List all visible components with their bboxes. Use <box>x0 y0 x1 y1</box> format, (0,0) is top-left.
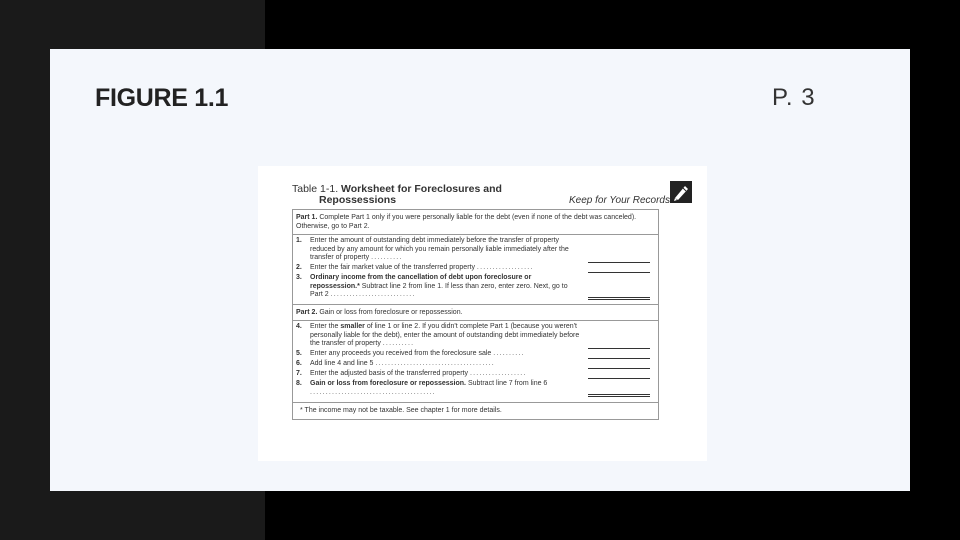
worksheet-header <box>292 184 682 208</box>
line-2 <box>296 264 654 273</box>
line-text: Ordinary income from the cancellation of debt upon foreclosure or repossession.* Subtract line 2 from line 1. If less than zero, enter zero. Next, go to Part 2 ........................... <box>310 274 568 298</box>
footnote: * The income may not be taxable. See chapter 1 for more details. <box>293 403 658 420</box>
line-number: 5. <box>296 350 302 357</box>
line-3 <box>296 274 654 300</box>
line-8 <box>296 380 654 397</box>
line-number: 4. <box>296 323 302 330</box>
line-text: Gain or loss from foreclosure or repossession. Subtract line 7 from line 6 ........................................ <box>310 380 548 396</box>
worksheet-title <box>292 184 502 206</box>
answer-line <box>588 371 650 379</box>
part1-text: Complete Part 1 only if you were personally liable for the debt (even if none of the debt was canceled). Otherwise, go to Part 2. <box>296 214 637 230</box>
part2-label: Part 2. <box>296 309 318 316</box>
keep-for-records: Keep for Your Records <box>569 195 670 206</box>
part1-label: Part 1. <box>296 214 318 221</box>
answer-line <box>588 292 650 300</box>
line-number: 2. <box>296 264 302 271</box>
line-text: Enter the adjusted basis of the transferred property .................. <box>310 370 527 377</box>
line-7 <box>296 370 654 379</box>
part2-lines <box>293 321 658 403</box>
line-number: 8. <box>296 380 302 387</box>
line-text: Enter the fair market value of the transferred property .................. <box>310 264 534 271</box>
answer-line <box>588 255 650 263</box>
part1-header <box>293 210 658 235</box>
worksheet-image <box>258 166 707 461</box>
line-number: 6. <box>296 360 302 367</box>
line-4 <box>296 323 654 349</box>
part1-lines <box>293 235 658 305</box>
title-line-2: Repossessions <box>319 194 397 206</box>
line-number: 1. <box>296 237 302 244</box>
part2-text: Gain or loss from foreclosure or repossession. <box>319 309 463 316</box>
line-5 <box>296 350 654 359</box>
answer-line <box>588 341 650 349</box>
figure-label: FIGURE 1.1 <box>95 84 229 112</box>
line-1 <box>296 237 654 263</box>
line-text: Enter the amount of outstanding debt immediately before the transfer of property reduced by any amount for which you remain personally liable immediately after the transfer of property .......... <box>310 237 569 261</box>
answer-line <box>588 361 650 369</box>
answer-line <box>588 389 650 397</box>
pencil-icon <box>670 181 692 203</box>
table-number: Table 1-1. <box>292 183 339 195</box>
line-text: Enter the smaller of line 1 or line 2. If you didn't complete Part 1 (because you weren't personally liable for the debt), enter the amount of outstanding debt immediately before the transfer of property .......... <box>310 323 580 347</box>
title-line-1: Worksheet for Foreclosures and <box>341 183 502 195</box>
line-text: Enter any proceeds you received from the foreclosure sale .......... <box>310 350 525 357</box>
answer-line <box>588 265 650 273</box>
line-number: 7. <box>296 370 302 377</box>
part2-header <box>293 305 658 321</box>
slide-panel <box>50 49 910 491</box>
worksheet-table <box>292 209 659 420</box>
line-number: 3. <box>296 274 302 281</box>
answer-line <box>588 351 650 359</box>
line-text: Add line 4 and line 5 ...................................... <box>310 360 495 367</box>
page-reference: P. 3 <box>772 84 816 111</box>
line-6 <box>296 360 654 369</box>
